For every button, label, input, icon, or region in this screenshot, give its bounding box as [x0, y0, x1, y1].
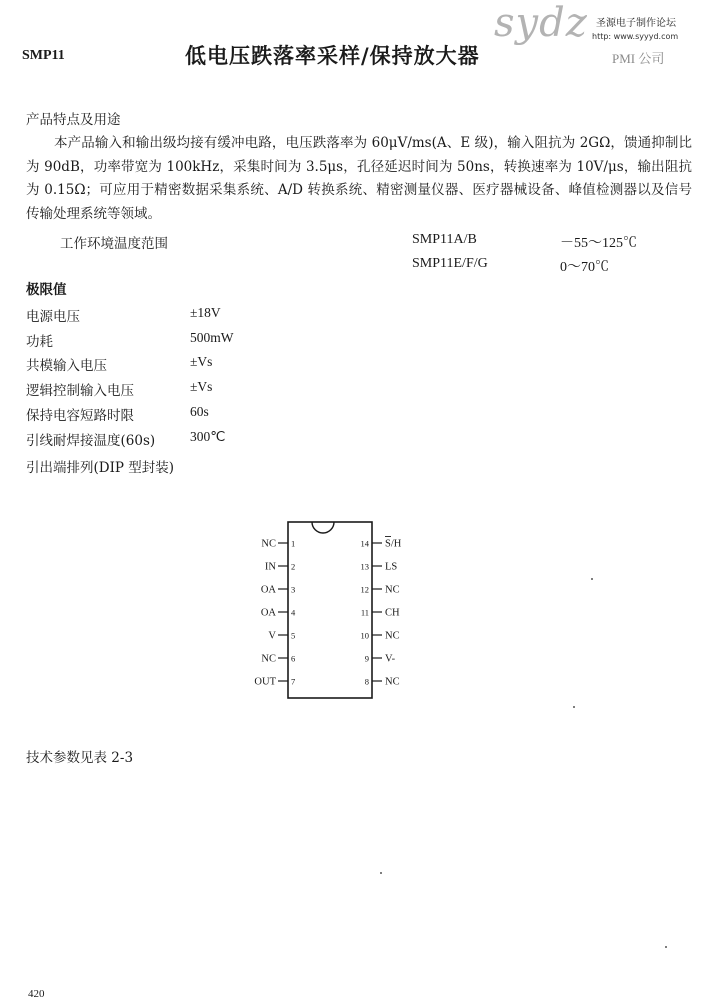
pin-number-1: 1	[291, 538, 296, 549]
scan-speck	[591, 578, 593, 580]
limit-label-power: 功耗	[26, 334, 53, 350]
pin-number-3: 3	[291, 584, 296, 595]
temp-range-2: 0～70℃	[560, 260, 609, 275]
watermark-logo	[488, 2, 704, 66]
pin-number-11: 11	[360, 607, 369, 618]
pin-number-4: 4	[291, 607, 296, 618]
pin-number-2: 2	[291, 561, 296, 572]
limit-label-solder-temp: 引线耐焊接温度(60s)	[26, 433, 156, 449]
part-number: SMP11	[22, 48, 65, 63]
pin-name-right-13: LS	[385, 561, 398, 573]
ic-notch	[312, 522, 334, 533]
page-number: 420	[28, 988, 45, 1000]
features-description: 本产品输入和输出级均接有缓冲电路，电压跌落率为 60μV/ms(A、E 级)，输入阻抗为 2GΩ，馈通抑制比为 90dB，功率带宽为 100kHz，采集时间为 3.5μs，孔径延迟时间为 50ns，转换速率为 10V/μs，输出阻抗为 0.15Ω；可应用于精密数据采集系统、A/D 转换系统、精密测量仪器、医疗器械设备、峰值检测器以及信号传输处理系统等领域。	[26, 135, 692, 222]
page-title: 低电压跌落率采样/保持放大器	[185, 43, 480, 68]
pin-name-left-3: OA	[260, 584, 276, 596]
ic-body	[288, 522, 372, 698]
dip-package-diagram	[240, 508, 420, 708]
pin-name-right-11: CH	[385, 607, 400, 619]
pin-number-13: 13	[360, 561, 369, 572]
watermark-url: http: www.syyyd.com	[592, 32, 679, 41]
limit-label-supply-voltage: 电源电压	[26, 309, 80, 325]
company-name: PMI 公司	[612, 51, 665, 66]
temp-range-1: －55～125℃	[560, 236, 637, 251]
pinout-heading: 引出端排列(DIP 型封装)	[26, 460, 175, 476]
pin-name-left-4: OA	[260, 607, 276, 619]
watermark-logo-text: sydz	[494, 0, 588, 46]
watermark-site-name: 圣源电子制作论坛	[596, 18, 676, 29]
scan-speck	[573, 706, 575, 708]
limit-label-logic-input: 逻辑控制输入电压	[26, 383, 134, 399]
pin-number-7: 7	[291, 676, 296, 687]
features-heading: 产品特点及用途	[26, 112, 121, 128]
pin-number-8: 8	[364, 676, 369, 687]
pin-number-14: 14	[360, 538, 369, 549]
limit-value-solder-temp: 300℃	[190, 429, 226, 444]
limits-heading: 极限值	[26, 282, 67, 298]
limit-value-supply-voltage: ±18V	[190, 305, 221, 320]
limit-label-cm-input: 共模输入电压	[26, 358, 107, 374]
temp-part-2: SMP11E/F/G	[412, 256, 488, 271]
scan-speck	[380, 872, 382, 874]
limit-value-hold-cap: 60s	[190, 404, 209, 419]
pin-name-right-14: S/H	[385, 538, 402, 550]
pin-name-left-6: NC	[261, 653, 276, 665]
pin-number-10: 10	[360, 630, 369, 641]
limit-value-cm-input: ±Vs	[190, 354, 213, 369]
pin-name-right-8: NC	[385, 676, 400, 688]
pin-name-left-5: V	[268, 630, 276, 642]
limit-value-logic-input: ±Vs	[190, 379, 213, 394]
pin-number-6: 6	[291, 653, 296, 664]
pin-name-right-12: NC	[385, 584, 400, 596]
pin-name-left-2: IN	[264, 561, 276, 573]
pin-name-left-7: OUT	[254, 676, 276, 688]
pin-name-right-10: NC	[385, 630, 400, 642]
pin-name-left-1: NC	[261, 538, 276, 550]
limit-label-hold-cap: 保持电容短路时限	[26, 408, 134, 424]
params-note: 技术参数见表 2-3	[26, 750, 134, 766]
scan-speck	[665, 946, 667, 948]
limit-value-power: 500mW	[190, 330, 234, 345]
pin-number-12: 12	[360, 584, 369, 595]
temp-part-1: SMP11A/B	[412, 232, 477, 247]
pin-number-9: 9	[364, 653, 369, 664]
temp-range-label: 工作环境温度范围	[60, 236, 168, 252]
pin-name-right-9: V-	[385, 653, 396, 665]
pin-number-5: 5	[291, 630, 296, 641]
